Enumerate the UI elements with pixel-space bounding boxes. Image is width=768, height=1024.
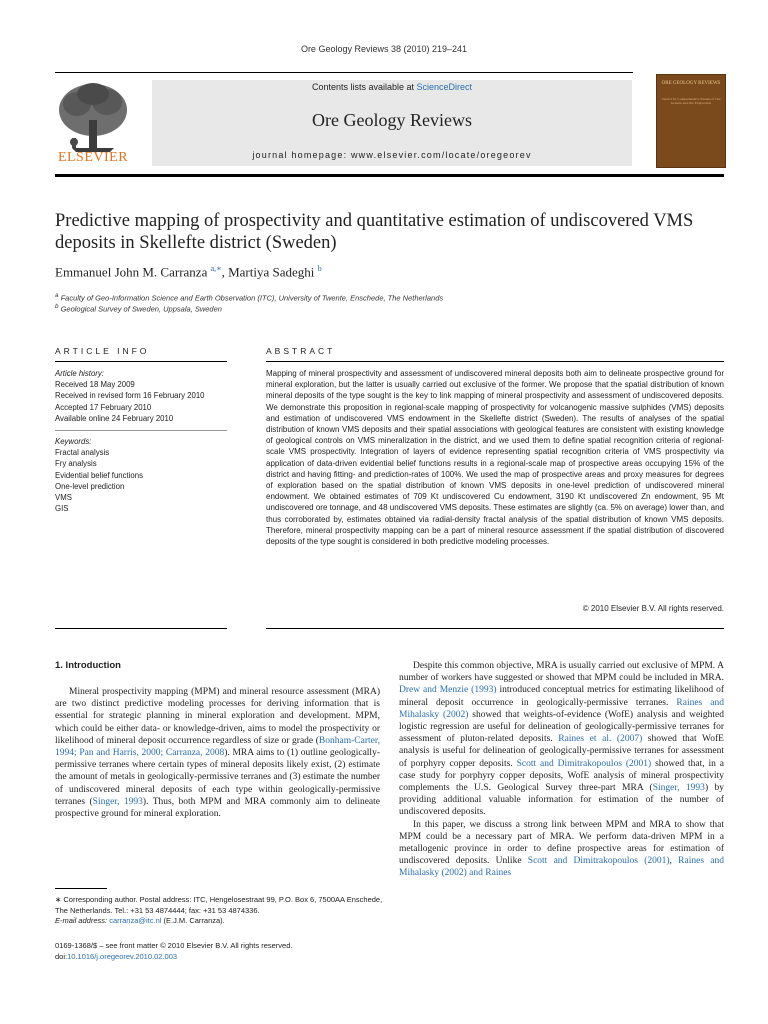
abstract-copyright: © 2010 Elsevier B.V. All rights reserved. [582, 604, 724, 613]
citation-link[interactable]: Raines and Mihalasky (2002) [399, 697, 724, 720]
body-text: showed that, in a case study for porphyry copper deposits, WofE analysis of mineral prospectivity complements the U.S. Geological Survey three-part MRA ( [399, 758, 724, 794]
affiliation-b [55, 303, 222, 314]
history-item: Accepted 17 February 2010 [55, 402, 152, 412]
citation-link[interactable]: Bonham-Carter, 1994; Pan and Harris, 2000; Carranza, 2008 [55, 735, 380, 759]
citation-link[interactable]: Raines et al. (2007) [558, 734, 643, 745]
keyword: VMS [55, 493, 72, 503]
contents-prefix: Contents lists available at [311, 82, 417, 92]
article-history [55, 368, 225, 424]
article-info-bottom-rule [55, 628, 227, 629]
citation-link[interactable]: Singer, 1993 [652, 783, 705, 794]
intro-paragraph-1 [55, 686, 380, 820]
author-affil-mark[interactable]: a,∗ [210, 264, 222, 273]
author-separator: , [221, 264, 229, 280]
body-text: showed that WofE analysis is useful for delineation of geologically-permissive terranes for assessment of porphyry copper deposits. [399, 734, 724, 769]
email-suffix: (E.J.M. Carranza). [161, 916, 225, 925]
doi-link[interactable]: 10.1016/j.oregeorev.2010.02.003 [67, 952, 178, 961]
footnote-email [55, 916, 385, 927]
body-text: In this paper, we discuss a strong link between MPM and MRA to show that MPM could be a necessary part of MRA. We perform data-driven MPM in a metallogenic province in order to define prospective areas for estimation of undiscovered deposits. Unlike [399, 819, 724, 867]
journal-homepage[interactable]: journal homepage: www.elsevier.com/locate/oregeorev [252, 150, 532, 160]
affiliation-mark: a [55, 292, 59, 299]
affiliation-mark: b [55, 303, 59, 310]
section-heading-introduction: 1. Introduction [55, 660, 121, 671]
intro-right-column [399, 660, 724, 880]
affiliation-text: Faculty of Geo-Information Science and Earth Observation (ITC), University of Twente, Enschede, The Netherlands [60, 293, 444, 303]
keyword: Fractal analysis [55, 448, 110, 458]
abstract-bottom-rule [266, 628, 724, 629]
history-item: Received 18 May 2009 [55, 380, 135, 390]
keyword: Evidential belief functions [55, 470, 143, 480]
front-matter-info [55, 940, 385, 962]
affiliation-text: Geological Survey of Sweden, Uppsala, Sweden [60, 304, 222, 314]
author-name: Martiya Sadeghi [228, 264, 315, 280]
body-text: introduced conceptual metrics for estimating likelihood of mineral deposit occurrence in geologically-permissive terranes. [399, 685, 724, 708]
body-text: ). Thus, both MPM and MRA commonly aim to delineate prospective ground for mineral exploration. [55, 796, 380, 820]
keyword: Fry analysis [55, 459, 97, 469]
doi-label: doi: [55, 952, 68, 961]
citation-link[interactable]: Raines and Mihalasky (2002) and Raines [399, 856, 725, 879]
journal-cover-image [656, 74, 726, 168]
top-rule [55, 72, 633, 73]
info-divider [55, 430, 227, 431]
abstract-header: ABSTRACT [266, 346, 336, 356]
abstract-rule [266, 361, 724, 362]
keyword: One-level prediction [55, 481, 125, 491]
affiliation-a [55, 292, 443, 303]
body-text: ). MRA aims to (1) outline geologically-permissive terranes where certain types of mineral deposits likely exist, (2) estimate the amount of metals in geologically-permissive terranes and (3) estimate the number of undiscovered mineral deposits of each type within geologically-permissive terranes ( [55, 748, 380, 807]
author-list [55, 264, 322, 280]
history-item: Received in revised form 16 February 2010 [55, 391, 205, 401]
journal-title: Ore Geology Reviews [312, 110, 472, 130]
doi-line [55, 951, 385, 962]
author-name: Emmanuel John M. Carranza [55, 264, 208, 280]
body-text: Mineral prospectivity mapping (MPM) and mineral resource assessment (MRA) are two distinct predictive modeling processes for deriving information that is essential for strategic planning in mineral exploration and development. MPM, which could be either data- or knowledge-driven, aims to model the prospectivity or likelihood of mineral deposit occurrence regardless of size or grade ( [55, 687, 380, 746]
corresponding-author-footnote [55, 895, 385, 927]
body-text: , [669, 856, 679, 867]
body-text: ) by providing additional valuable information for estimation of the number of undiscovered deposits. [399, 783, 724, 818]
history-label: Article history: [55, 369, 104, 378]
article-info-header: ARTICLE INFO [55, 346, 150, 356]
citation-link[interactable]: Drew and Menzie (1993) [399, 685, 497, 696]
keyword: GIS [55, 504, 69, 514]
author-affil-mark[interactable]: b [317, 264, 322, 273]
body-text: Despite this common objective, MRA is usually carried out exclusive of MPM. A number of workers have suggested or showed that MPM could be included in MRA. [399, 661, 724, 684]
sciencedirect-link[interactable]: ScienceDirect [416, 82, 473, 92]
email-label: E-mail address: [55, 916, 110, 925]
issn-line: 0169-1368/$ – see front matter © 2010 Elsevier B.V. All rights reserved. [55, 941, 293, 950]
article-info-rule [55, 361, 227, 362]
cover-subtitle: Journal for Comprehensive Studies of Ore Genesis and Ore Exploration [661, 97, 721, 105]
keywords [55, 436, 225, 514]
cover-title: ORE GEOLOGY REVIEWS [661, 81, 721, 86]
keywords-label: Keywords: [55, 437, 92, 446]
header-thick-rule [55, 174, 724, 177]
email-link[interactable]: carranza@itc.nl [109, 916, 162, 925]
article-title: Predictive mapping of prospectivity and quantitative estimation of undiscovered VMS deposits in Skellefte district (Sweden) [55, 211, 694, 253]
citation-link[interactable]: Scott and Dimitrakopoulos (2001) [527, 856, 670, 867]
contents-line [152, 82, 632, 92]
citation-link[interactable]: Singer, 1993 [92, 796, 143, 807]
history-item: Available online 24 February 2010 [55, 413, 174, 423]
citation-link[interactable]: Scott and Dimitrakopoulos (2001) [516, 758, 652, 769]
footnote-text: ∗ Corresponding author. Postal address: ITC, Hengelosestraat 99, P.O. Box 6, 7500AA Enschede, The Netherlands. Tel.: +31 53 4874444; fax: +31 53 4874336. [55, 895, 383, 915]
elsevier-wordmark: ELSEVIER [57, 150, 129, 165]
footnote-rule [55, 888, 107, 889]
journal-reference: Ore Geology Reviews 38 (2010) 219–241 [300, 44, 468, 54]
abstract-text: Mapping of mineral prospectivity and assessment of undiscovered mineral deposits both aim to delineate prospective ground for mineral exploration, but the latter is usually carried out exclusive of the former. We propose that the spatial distribution of known mineral deposits of the type sought is the key to link mapping of mineral prospectivity and assessment of undiscovered deposits. We demonstrate this proposition in regional-scale mapping of prospectivity for volcanogenic massive sulphides (VMS) deposits and estimation of undiscovered VMS endowment in the Skellefte district (Sweden). The results of analyses of the spatial distribution of known VMS deposits and their spatial associations with geological features are consistent with existing knowledge of geological controls on VMS mineralization in the district, and we used them to define spatial recognition criteria of regional-scale VMS prospectivity. Integration of layers of evidence representing spatial recognition criteria of VMS prospectivity via application of data-driven evidential belief functions results in a regional-scale map of prospective areas occupying 15% of the district and having fitting- and prediction-rates of 100%. We used the map of prospective areas and proxy measures for degrees of exploration based on the spatial distribution of known VMS deposits in one-level prediction of undiscovered mineral endowment. We obtained estimates of 709 Kt undiscovered Cu endowment, 3190 Kt undiscovered Zn endowment, 95 Mt undiscovered ore tonnage, and 48 undiscovered VMS deposits. These estimates are slightly (ca. 5% on average) lower than, and thus corroborated by, estimates obtained via radial-density fractal analysis of the spatial distribution of known VMS deposits. Therefore, mineral prospectivity mapping can be a part of mineral resource assessment if the spatial distribution of discovered deposits of the type sought is considered in both predictive modeling processes. [266, 369, 724, 547]
body-text: showed that weights-of-evidence (WofE) analysis and weighted logistic regression are useful for delineation of geologically-permissive terranes for assessment of pluton-related deposits. [399, 709, 724, 745]
